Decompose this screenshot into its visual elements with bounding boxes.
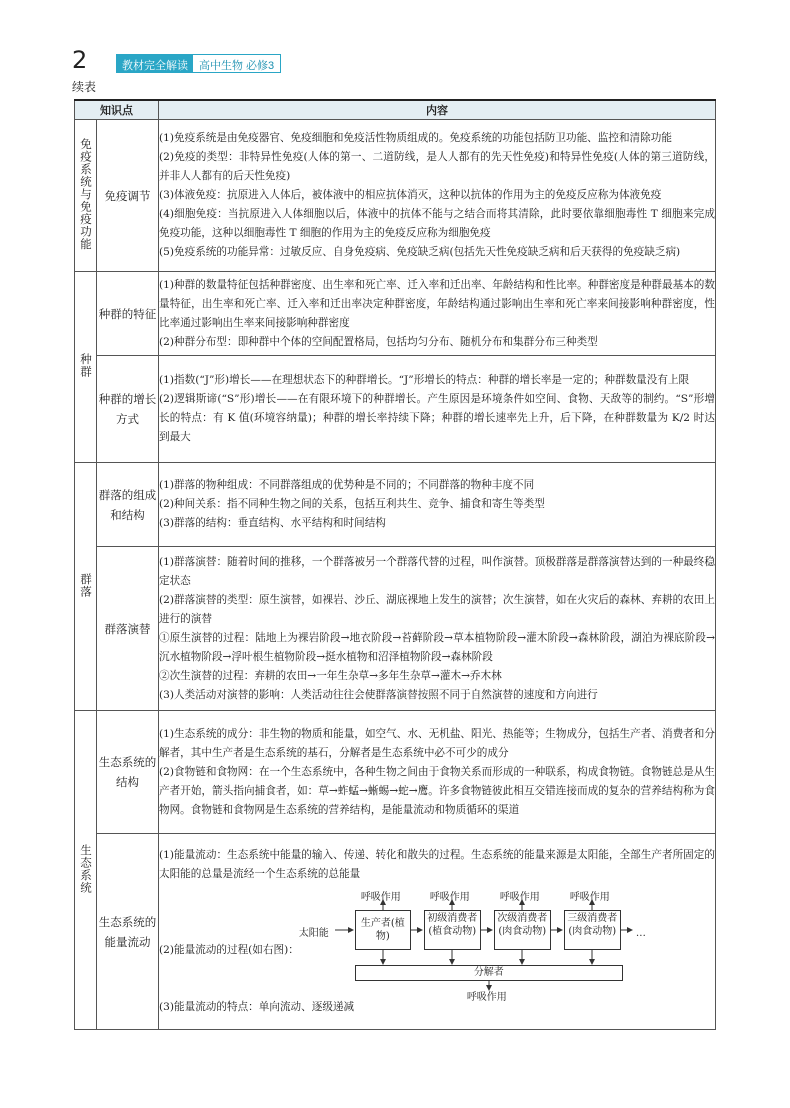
producer-box: 生产者(植物) xyxy=(355,910,411,950)
col-header-content: 内容 xyxy=(159,100,716,120)
category-cell: 种群 xyxy=(75,272,97,463)
respiration-label: 呼吸作用 xyxy=(429,892,470,903)
table-row xyxy=(75,356,716,463)
topic-cell: 种群的增长方式 xyxy=(97,356,159,463)
tertiary-consumer-box: 三级消费者(肉食动物) xyxy=(564,910,621,950)
secondary-consumer-box: 次级消费者(肉食动物) xyxy=(494,910,551,950)
respiration-label: 呼吸作用 xyxy=(569,892,610,903)
topic-cell: 种群的特征 xyxy=(97,272,159,356)
sun-energy-label: 太阳能 xyxy=(298,928,329,939)
content-cell: (1)能量流动：生态系统中能量的输入、传递、转化和散失的过程。生态系统的能量来源是太阳能，全部生产者所固定的太阳能的总量是流经一个生态系统的总能量 (2)能量流动的过程(如右图)： 太阳能 生产者(植物) 初级消费者(植食动物) 次级消费者(肉食动物) 三级消费者(肉食动物) … 呼吸作用 呼吸作用 呼吸作用 呼吸作用 分解者 呼吸作用 (3)能量流动的特点：单向流动、逐级递减 xyxy=(159,834,716,1030)
category-cell: 群落 xyxy=(75,463,97,711)
table-row xyxy=(75,547,716,711)
topic-cell: 免疫调节 xyxy=(97,120,159,272)
content-cell: (1)指数(“J”形)增长——在理想状态下的种群增长。“J”形增长的特点：种群的增长率是一定的；种群数量没有上限 (2)逻辑斯谛(“S”形)增长——在有限环境下的种群增长。产生原因是环境条件如空间、食物、天敌等的制约。“S”形增长的特点：有 K 值(环境容纳量)；种群的增长率持续下降；种群的增长速率先上升，后下降，在种群数量为 K/2 时达到最大 xyxy=(159,356,716,463)
respiration-label: 呼吸作用 xyxy=(499,892,540,903)
category-cell: 免疫系统与免疫功能 xyxy=(75,120,97,272)
respiration-label: 呼吸作用 xyxy=(466,992,507,1003)
series-tag xyxy=(116,54,281,73)
topic-cell: 生态系统的结构 xyxy=(97,711,159,834)
respiration-label: 呼吸作用 xyxy=(360,892,401,903)
topic-cell: 群落演替 xyxy=(97,547,159,711)
primary-consumer-box: 初级消费者(植食动物) xyxy=(424,910,481,950)
topic-cell: 生态系统的能量流动 xyxy=(97,834,159,1030)
content-cell: (1)免疫系统是由免疫器官、免疫细胞和免疫活性物质组成的。免疫系统的功能包括防卫功能、监控和清除功能 (2)免疫的类型：非特异性免疫(人体的第一、二道防线，是人人都有的先天性免疫)和特异性免疫(人体的第三道防线，并非人人都有的后天性免疫) (3)体液免疫：抗原进入人体后，被体液中的相应抗体消灭，这种以抗体的作用为主的免疫反应称为体液免疫 (4)细胞免疫：当抗原进入人体细胞以后，体液中的抗体不能与之结合而将其清除，此时要依靠细胞毒性 T 细胞来完成免疫功能，这种以细胞毒性 T 细胞的作用为主的免疫反应称为细胞免疫 (5)免疫系统的功能异常：过敏反应、自身免疫病、免疫缺乏病(包括先天性免疫缺乏病和后天获得的免疫缺乏病) xyxy=(159,120,716,272)
table-row xyxy=(75,711,716,834)
energy-flow-diagram xyxy=(298,888,715,1003)
content-cell: (1)生态系统的成分：非生物的物质和能量，如空气、水、无机盐、阳光、热能等；生物成分，包括生产者、消费者和分解者，其中生产者是生态系统的基石，分解者是生态系统中必不可少的成分 (2)食物链和食物网：在一个生态系统中，各种生物之间由于食物关系而形成的一种联系，构成食物链。食物链总是从生产者开始，箭头指向捕食者，如：草→蚱蜢→蜥蜴→蛇→鹰。许多食物链彼此相互交错连接而成的复杂的营养结构称为食物网。食物链和食物网是生态系统的营养结构，是能量流动和物质循环的渠道 xyxy=(159,711,716,834)
col-header-topic: 知识点 xyxy=(75,100,159,120)
topic-cell: 群落的组成和结构 xyxy=(97,463,159,547)
subject-name: 高中生物 必修3 xyxy=(199,60,275,72)
table-row xyxy=(75,120,716,272)
continued-label: 续表 xyxy=(72,80,97,94)
decomposer-box: 分解者 xyxy=(355,965,623,981)
series-name: 教材完全解读 xyxy=(117,55,193,72)
category-cell: 生态系统 xyxy=(75,711,97,1030)
content-cell: (1)种群的数量特征包括种群密度、出生率和死亡率、迁入率和迁出率、年龄结构和性比率。种群密度是种群最基本的数量特征，出生率和死亡率、迁入率和迁出率决定种群密度，年龄结构通过影响出生率和死亡率来间接影响种群密度，性比率通过影响出生率来间接影响种群密度 (2)种群分布型：即种群中个体的空间配置格局，包括均匀分布、随机分布和集群分布三种类型 xyxy=(159,272,716,356)
more-indicator: … xyxy=(635,928,646,939)
table-row xyxy=(75,272,716,356)
page-number: 2 xyxy=(72,46,88,74)
table-row xyxy=(75,834,716,1030)
knowledge-table xyxy=(74,99,716,1030)
table-row xyxy=(75,463,716,547)
content-cell: (1)群落演替：随着时间的推移，一个群落被另一个群落代替的过程，叫作演替。顶极群落是群落演替达到的一种最终稳定状态 (2)群落演替的类型：原生演替，如裸岩、沙丘、湖底裸地上发生的演替；次生演替，如在火灾后的森林、弃耕的农田上进行的演替 ①原生演替的过程：陆地上为裸岩阶段→地衣阶段→苔藓阶段→草本植物阶段→灌木阶段→森林阶段，湖泊为裸底阶段→沉水植物阶段→浮叶根生植物阶段→挺水植物和沼泽植物阶段→森林阶段 ②次生演替的过程：弃耕的农田→一年生杂草→多年生杂草→灌木→乔木林 (3)人类活动对演替的影响：人类活动往往会使群落演替按照不同于自然演替的速度和方向进行 xyxy=(159,547,716,711)
content-cell: (1)群落的物种组成：不同群落组成的优势种是不同的；不同群落的物种丰度不同 (2)种间关系：指不同种生物之间的关系，包括互利共生、竞争、捕食和寄生等类型 (3)群落的结构：垂直结构、水平结构和时间结构 xyxy=(159,463,716,547)
table-header-row xyxy=(75,100,716,120)
